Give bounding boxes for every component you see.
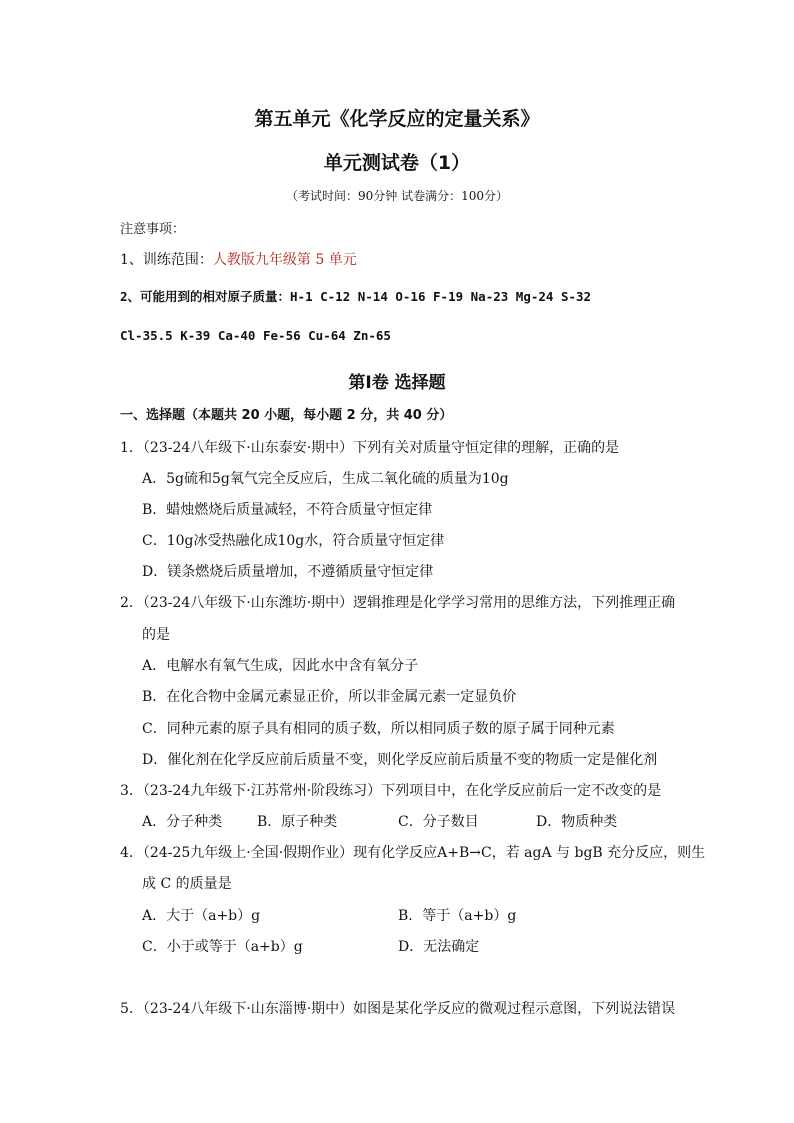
question-3-option-c: C．分子数目 [398,814,479,830]
question-3-stem: 3．（23-24九年级下·江苏常州·阶段练习）下列项目中，在化学反应前后一定不改变的是 [120,783,662,799]
question-4-option-c: C．小于或等于（a+b）g [142,939,303,955]
question-1-option-a: A．5g硫和5g氧气完全反应后，生成二氧化硫的质量为10g [142,471,509,487]
section-heading: 一、选择题（本题共 20 小题，每小题 2 分，共 40 分） [120,408,453,423]
question-2-option-b: B．在化合物中金属元素显正价，所以非金属元素一定显负价 [142,689,517,705]
part-1-title: 第Ⅰ卷 选择题 [348,373,446,393]
notes-item-1-prefix: 1、训练范围： [120,252,213,268]
question-4-stem: 4．（24-25九年级上·全国·假期作业）现有化学反应A+B→C，若 agA 与 bgB 充分反应，则生 [120,845,706,861]
question-2-stem-continued: 的是 [142,627,170,643]
document-subtitle: 单元测试卷（1） [323,152,471,174]
question-3-option-a: A．分子种类 [142,814,223,830]
question-4-option-a: A．大于（a+b）g [142,908,261,924]
question-1-stem: 1．（23-24八年级下·山东泰安·期中）下列有关对质量守恒定律的理解，正确的是 [120,440,620,456]
notes-heading: 注意事项： [120,222,186,237]
question-2-option-d: D．催化剂在化学反应前后质量不变，则化学反应前后质量不变的物质一定是催化剂 [142,752,658,768]
question-2-option-a: A．电解水有氧气生成，因此水中含有氧分子 [142,658,419,674]
notes-item-2: 2、可能用到的相对原子质量：H-1 C-12 N-14 O-16 F-19 Na-23 Mg-24 S-32 [120,289,592,304]
document-title: 第五单元《化学反应的定量关系》 [254,108,540,130]
notes-item-2-continued: Cl-35.5 K-39 Ca-40 Fe-56 Cu-64 Zn-65 [120,328,391,343]
notes-item-1 [120,249,357,269]
exam-info: （考试时间：90分钟 试卷满分：100分） [286,189,508,203]
question-5-stem: 5．（23-24八年级下·山东淄博·期中）如图是某化学反应的微观过程示意图，下列说法错误 [120,1001,676,1017]
question-3-option-d: D．物质种类 [536,814,618,830]
question-4-stem-continued: 成 C 的质量是 [142,876,232,892]
question-4-option-d: D．无法确定 [398,939,480,955]
question-1-option-d: D．镁条燃烧后质量增加，不遵循质量守恒定律 [142,564,434,580]
question-2-option-c: C．同种元素的原子具有相同的质子数，所以相同质子数的原子属于同种元素 [142,721,615,737]
notes-item-1-value: 人教版九年级第 5 单元 [212,252,357,268]
question-1-option-b: B．蜡烛燃烧后质量减轻，不符合质量守恒定律 [142,502,433,518]
question-3-option-b: B．原子种类 [257,814,338,830]
question-2-stem: 2．（23-24八年级下·山东潍坊·期中）逻辑推理是化学学习常用的思维方法，下列推理正确 [120,595,676,611]
question-1-option-c: C．10g冰受热融化成10g水，符合质量守恒定律 [142,533,445,549]
question-4-option-b: B．等于（a+b）g [398,908,517,924]
